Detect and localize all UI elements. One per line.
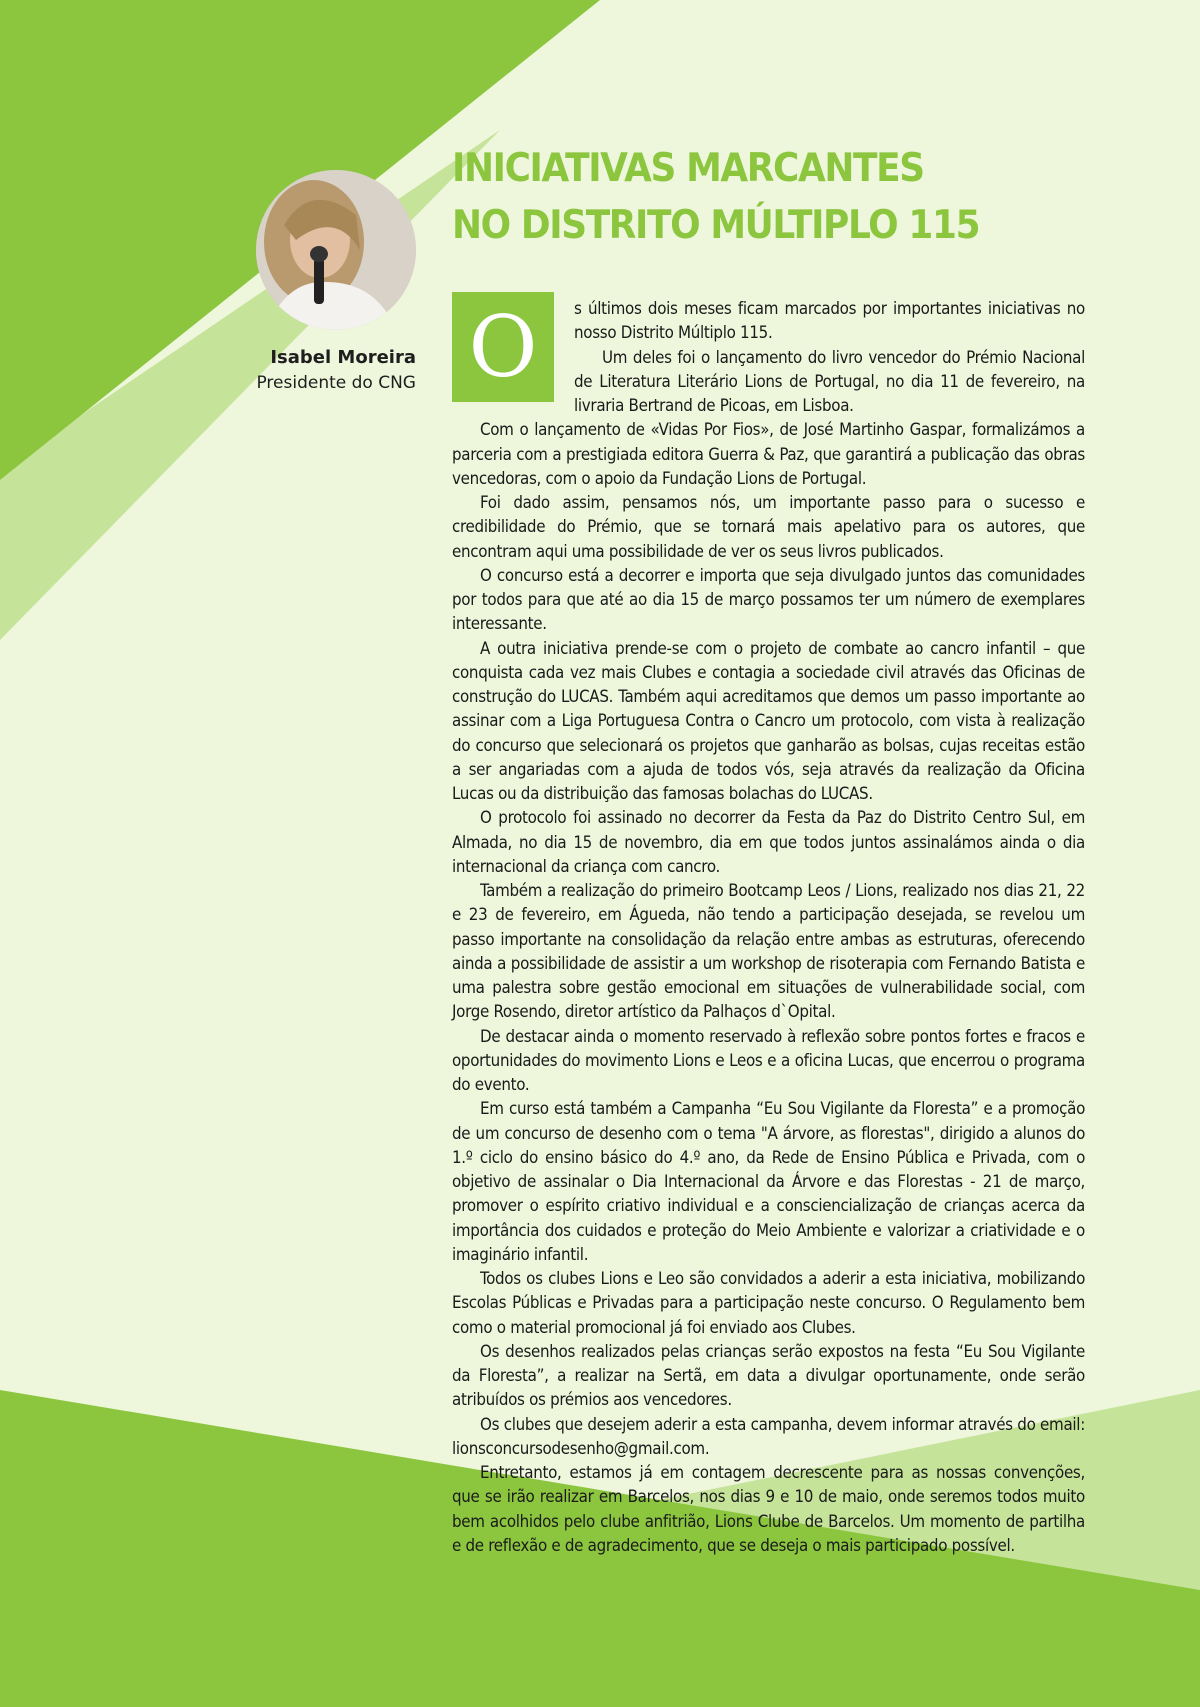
title-line-1: INICIATIVAS MARCANTES <box>452 146 924 191</box>
author-name: Isabel Moreira <box>270 347 416 368</box>
article-title <box>452 140 1114 254</box>
drop-cap: O <box>452 292 554 402</box>
article-paragraph: s últimos dois meses ficam marcados por importantes iniciativas no nosso Distrito Múltiplo 115. <box>574 298 1085 343</box>
article-paragraph: O protocolo foi assinado no decorrer da Festa da Paz do Distrito Centro Sul, em Almada, no dia 15 de novembro, dia em que todos juntos assinalámos ainda o dia internacional da criança com cancro. <box>452 807 1085 876</box>
article-paragraph: A outra iniciativa prende-se com o projeto de combate ao cancro infantil – que conquista cada vez mais Clubes e contagia a sociedade civil através das Oficinas de construção do LUCAS. Também aqui acreditamos que demos um passo importante ao assinar com a Liga Portuguesa Contra o Cancro um protocolo, com vista à realização do concurso que selecionará os projetos que ganharão as bolsas, cujas receitas estão a ser angariadas com a ajuda de todos vós, seja através da realização da Oficina Lucas ou da distribuição das famosas bolachas do LUCAS. <box>452 637 1085 803</box>
title-line-2: NO DISTRITO MÚLTIPLO 115 <box>452 203 980 248</box>
author-role: Presidente do CNG <box>256 373 416 393</box>
article-body <box>452 296 1085 1557</box>
drop-cap-spacer <box>452 296 574 408</box>
article-paragraph: Com o lançamento de «Vidas Por Fios», de José Martinho Gaspar, formalizámos a parceria com a prestigiada editora Guerra & Paz, que garantirá a publicação das obras vencedoras, com o apoio da Fundação Lions de Portugal. <box>452 419 1085 488</box>
article-paragraph: Os clubes que desejem aderir a esta campanha, devem informar através do email: lionsconcursodesenho@gmail.com. <box>452 1413 1085 1458</box>
article-paragraph: Entretanto, estamos já em contagem decrescente para as nossas convenções, que se irão realizar em Barcelos, nos dias 9 e 10 de maio, onde seremos todos muito bem acolhidos pelo clube anfitrião, Lions Clube de Barcelos. Um momento de partilha e de reflexão e de agradecimento, que se deseja o mais participado possível. <box>452 1462 1085 1555</box>
article-paragraph: Também a realização do primeiro Bootcamp Leos / Lions, realizado nos dias 21, 22 e 23 de fevereiro, em Águeda, não tendo a participação desejada, se revelou um passo importante na consolidação da relação entre ambas as estruturas, oferecendo ainda a possibilidade de assistir a um workshop de risoterapia com Fernando Batista e uma palestra sobre gestão emocional em situações de vulnerabilidade social, com Jorge Rosendo, diretor artístico da Palhaços d`Opital. <box>452 880 1085 1022</box>
article-paragraph: O concurso está a decorrer e importa que seja divulgado juntos das comunidades por todos para que até ao dia 15 de março possamos ter um número de exemplares interessante. <box>452 564 1085 634</box>
author-photo <box>256 170 416 330</box>
article-paragraph: De destacar ainda o momento reservado à reflexão sobre pontos fortes e fracos e oportunidades do movimento Lions e Leos e a oficina Lucas, que encerrou o programa do evento. <box>452 1025 1085 1094</box>
article-paragraph: Todos os clubes Lions e Leo são convidados a aderir a esta iniciativa, mobilizando Escolas Públicas e Privadas para a participação neste concurso. O Regulamento bem como o material promocional já foi enviado aos Clubes. <box>452 1268 1085 1337</box>
article-paragraph: Em curso está também a Campanha “Eu Sou Vigilante da Floresta” e a promoção de um concurso de desenho com o tema "A árvore, as florestas", dirigido a alunos do 1.º ciclo do ensino básico do 4.º ano, da Rede de Ensino Pública e Privada, com o objetivo de assinalar o Dia Internacional da Árvore e das Florestas - 21 de março, promover o espírito criativo individual e a consciencialização de crianças acerca da importância dos cuidados e proteção do Meio Ambiente e valorizar a criatividade e o imaginário infantil. <box>452 1098 1085 1264</box>
article-paragraph: Um deles foi o lançamento do livro vencedor do Prémio Nacional de Literatura Literário Lions de Portugal, no dia 11 de fevereiro, na livraria Bertrand de Picoas, em Lisboa. <box>574 346 1085 415</box>
article-paragraph: Os desenhos realizados pelas crianças serão expostos na festa “Eu Sou Vigilante da Floresta”, a realizar na Sertã, em data a divulgar oportunamente, onde serão atribuídos os prémios aos vencedores. <box>452 1340 1085 1410</box>
article-paragraph: Foi dado assim, pensamos nós, um importante passo para o sucesso e credibilidade do Prémio, que se tornará mais apelativo para os autores, que encontram aqui uma possibilidade de ver os seus livros publicados. <box>452 492 1085 561</box>
